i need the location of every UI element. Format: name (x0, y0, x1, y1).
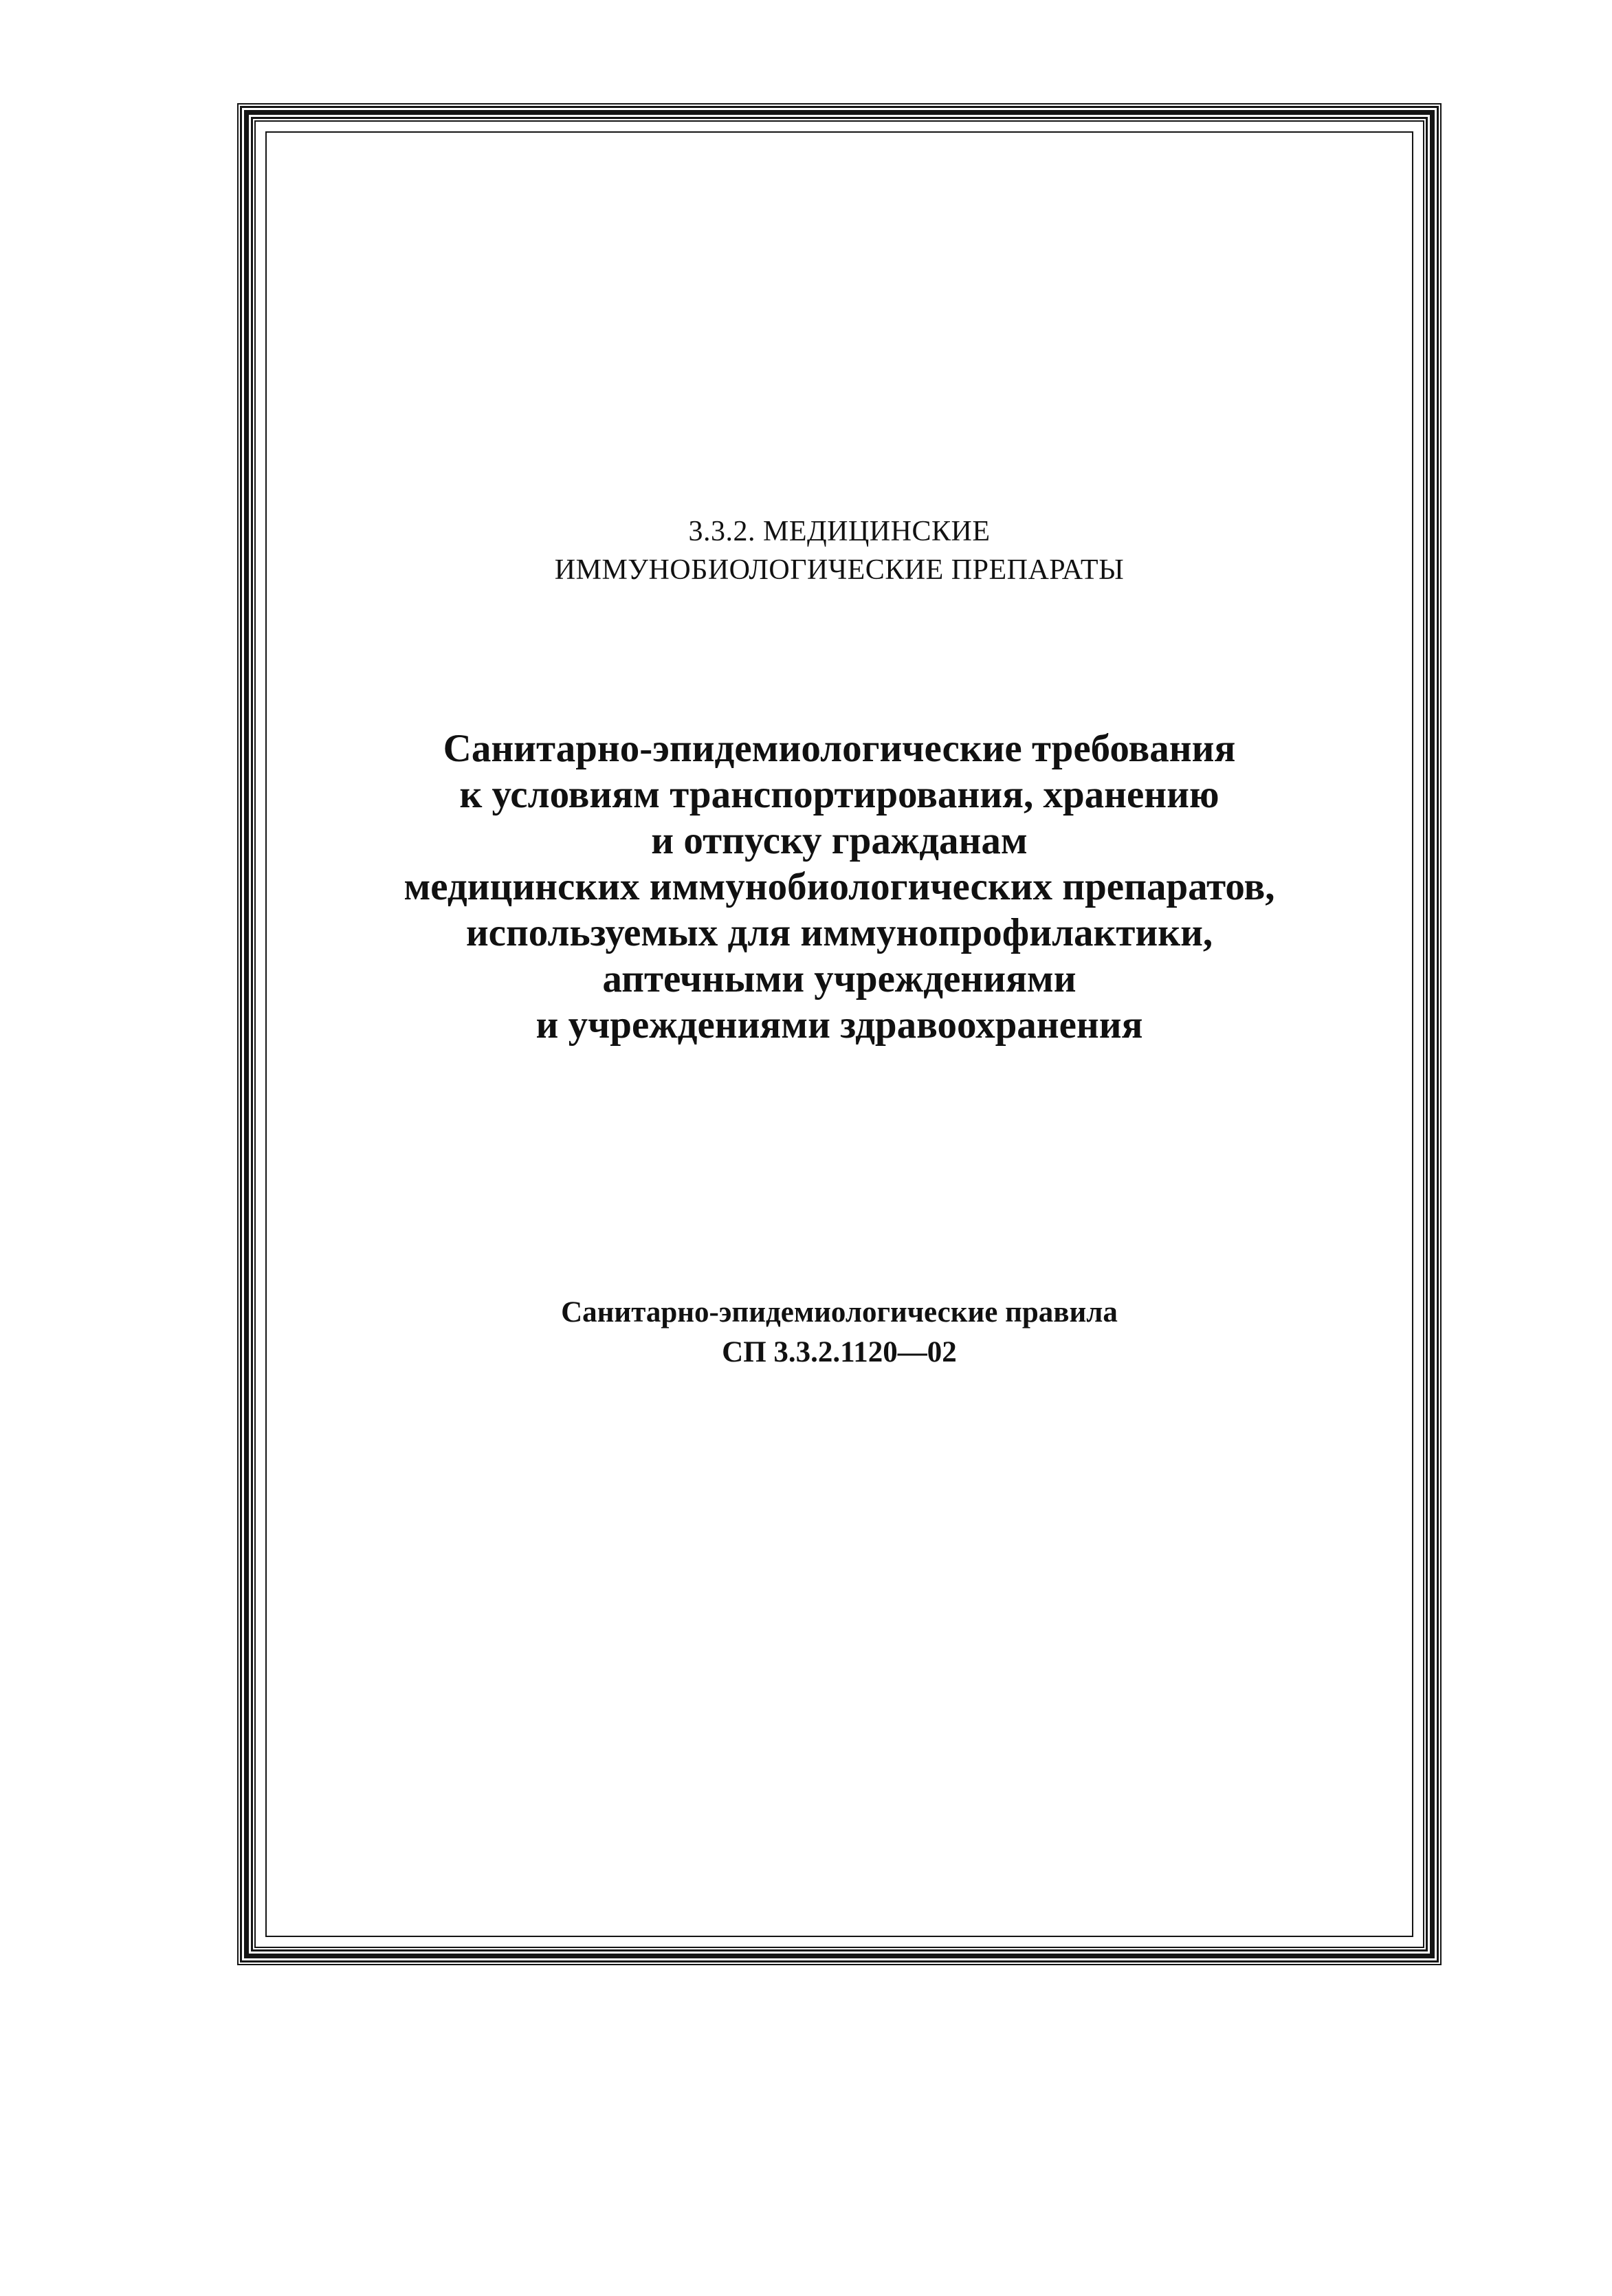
section-heading-line-2: ИММУНОБИОЛОГИЧЕСКИЕ ПРЕПАРАТЫ (554, 554, 1125, 586)
title-line-1: Санитарно-эпидемиологические требования (443, 727, 1236, 770)
rules-code: СП 3.3.2.1120—02 (722, 1336, 957, 1368)
title-line-4: медицинских иммунобиологических препаратов, (404, 865, 1275, 908)
document-title (249, 725, 1430, 1048)
section-heading (249, 512, 1430, 589)
rules-type-label: Санитарно-эпидемиологические правила (561, 1296, 1118, 1329)
title-line-2: к условиям транспортирования, хранению (459, 773, 1219, 816)
rules-designation (249, 1293, 1430, 1373)
page-border-frame (244, 110, 1435, 1958)
section-heading-line-1: 3.3.2. МЕДИЦИНСКИЕ (688, 516, 991, 547)
title-line-5: используемых для иммунопрофилактики, (465, 911, 1213, 954)
title-line-3: и отпуску гражданам (651, 819, 1028, 862)
title-line-7: и учреждениями здравоохранения (536, 1003, 1143, 1047)
title-line-6: аптечными учреждениями (602, 957, 1076, 1001)
